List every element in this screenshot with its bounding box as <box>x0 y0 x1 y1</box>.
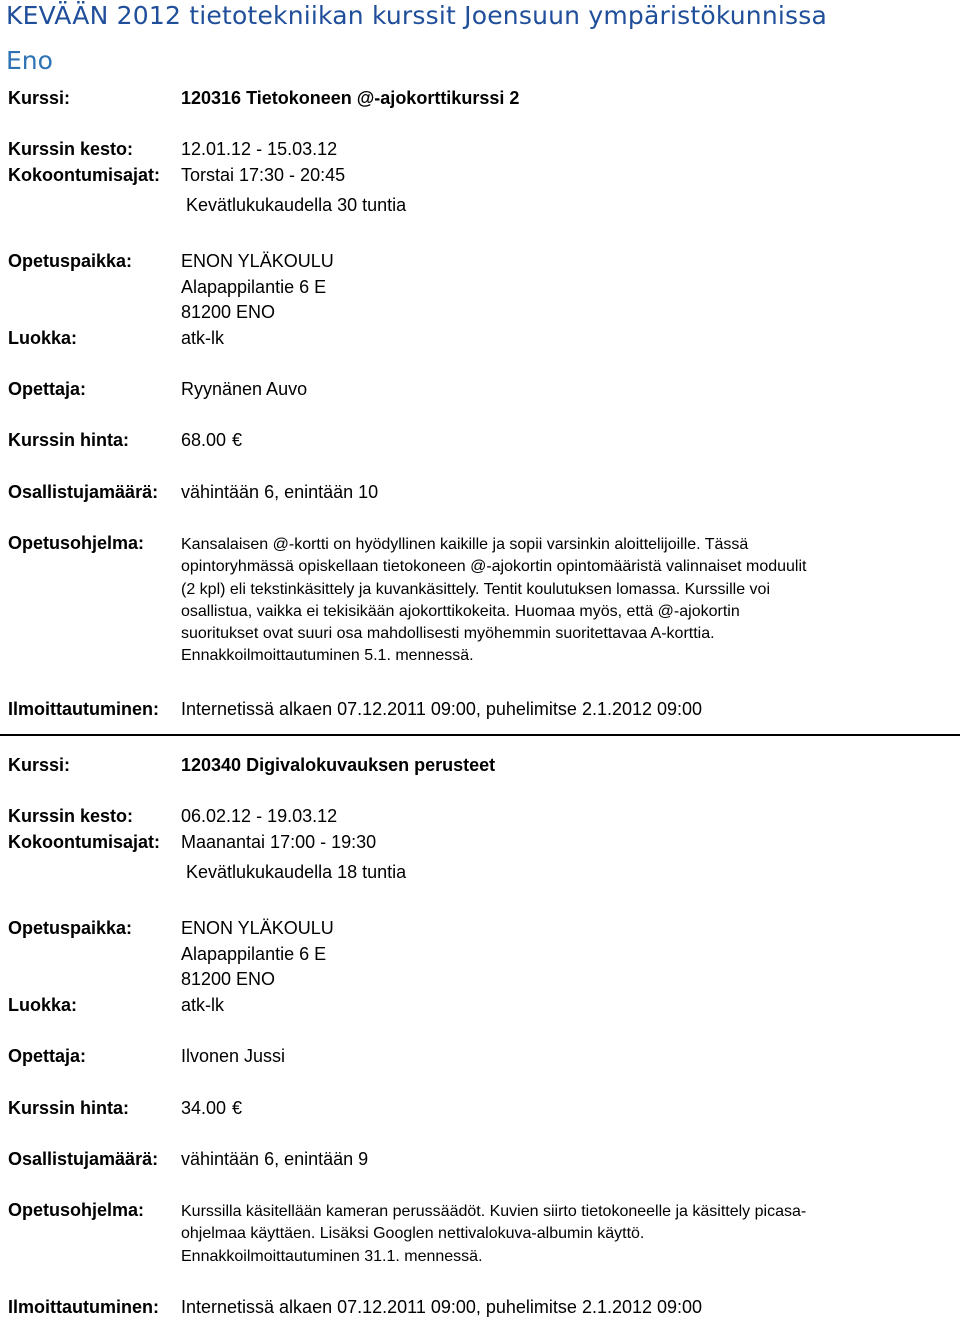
program-line: suoritukset ovat suuri osa mahdollisesti myöhemmin suoritettavaa A-korttia. <box>181 625 715 643</box>
program-line: Ennakkoilmoittautuminen 31.1. mennessä. <box>181 1247 483 1265</box>
registration-value: Internetissä alkaen 07.12.2011 09:00, puhelimitse 2.1.2012 09:00 <box>181 1297 703 1317</box>
participants-label: Osallistujamäärä: <box>8 1149 159 1169</box>
registration-value: Internetissä alkaen 07.12.2011 09:00, puhelimitse 2.1.2012 09:00 <box>181 699 703 719</box>
room-value: atk-lk <box>181 995 225 1015</box>
course-name: 120316 Tietokoneen @-ajokorttikurssi 2 <box>181 88 520 108</box>
program-text <box>181 1201 953 1268</box>
location-subtitle: Eno <box>6 46 53 75</box>
program-line: ohjelmaa käyttäen. Lisäksi Googlen nettivalokuva-albumin käyttö. <box>181 1225 645 1243</box>
price-amount: 34.00 <box>181 1098 227 1118</box>
program-line: opintoryhmässä opiskellaan tietokoneen @-ajokortin opintomääristä valinnaiset moduulit <box>181 558 807 576</box>
place-label: Opetuspaikka: <box>8 251 133 271</box>
course-label: Kurssi: <box>8 755 71 775</box>
section-divider <box>0 734 960 736</box>
registration-label: Ilmoittautuminen: <box>8 699 159 719</box>
room-label: Luokka: <box>8 328 78 348</box>
program-line: Ennakkoilmoittautuminen 5.1. mennessä. <box>181 647 474 665</box>
participants-value: vähintään 6, enintään 10 <box>181 482 379 502</box>
course-name: 120340 Digivalokuvauksen perusteet <box>181 755 496 775</box>
participants-label: Osallistujamäärä: <box>8 482 159 502</box>
course-label: Kurssi: <box>8 88 71 108</box>
place-postal: 81200 ENO <box>181 969 276 989</box>
meeting-hours: Kevätlukukaudella 30 tuntia <box>186 195 407 215</box>
course-duration: 06.02.12 - 19.03.12 <box>181 806 338 826</box>
teacher-name: Ryynänen Auvo <box>181 379 308 399</box>
program-label: Opetusohjelma: <box>8 533 145 553</box>
place-label: Opetuspaikka: <box>8 918 133 938</box>
program-line: Kansalaisen @-kortti on hyödyllinen kaikille ja sopii varsinkin aloittelijoille. Tässä <box>181 536 749 553</box>
meeting-label: Kokoontumisajat: <box>8 832 161 852</box>
euro-icon: € <box>232 430 243 450</box>
euro-icon: € <box>232 1098 243 1118</box>
teacher-label: Opettaja: <box>8 1046 87 1066</box>
registration-label: Ilmoittautuminen: <box>8 1297 159 1317</box>
place-name: ENON YLÄKOULU <box>181 918 334 938</box>
place-postal: 81200 ENO <box>181 302 276 322</box>
meeting-hours: Kevätlukukaudella 18 tuntia <box>186 862 407 882</box>
program-line: osallistua, vaikka ei tekisikään ajokorttikokeita. Huomaa myös, että @-ajokortin <box>181 602 740 620</box>
price-value <box>181 430 242 451</box>
price-label: Kurssin hinta: <box>8 1098 130 1118</box>
teacher-name: Ilvonen Jussi <box>181 1046 286 1066</box>
teacher-label: Opettaja: <box>8 379 87 399</box>
place-street: Alapappilantie 6 E <box>181 944 327 964</box>
meeting-label: Kokoontumisajat: <box>8 165 161 185</box>
meeting-time: Maanantai 17:00 - 19:30 <box>181 832 377 852</box>
course-duration: 12.01.12 - 15.03.12 <box>181 139 338 159</box>
program-text <box>181 534 953 668</box>
price-value <box>181 1098 242 1119</box>
place-name: ENON YLÄKOULU <box>181 251 334 271</box>
program-line: Kurssilla käsitellään kameran perussäädöt. Kuvien siirto tietokoneelle ja käsittely picasa- <box>181 1203 807 1220</box>
room-value: atk-lk <box>181 328 225 348</box>
room-label: Luokka: <box>8 995 78 1015</box>
place-street: Alapappilantie 6 E <box>181 277 327 297</box>
meeting-time: Torstai 17:30 - 20:45 <box>181 165 346 185</box>
price-amount: 68.00 <box>181 430 227 450</box>
duration-label: Kurssin kesto: <box>8 139 134 159</box>
price-label: Kurssin hinta: <box>8 430 130 450</box>
program-label: Opetusohjelma: <box>8 1200 145 1220</box>
duration-label: Kurssin kesto: <box>8 806 134 826</box>
program-line: (2 kpl) eli tekstinkäsittely ja kuvankäsittely. Tentit koulutuksen lomassa. Kurssille voi <box>181 580 770 598</box>
page-title: KEVÄÄN 2012 tietotekniikan kurssit Joensuun ympäristökunnissa <box>6 1 828 30</box>
participants-value: vähintään 6, enintään 9 <box>181 1149 369 1169</box>
